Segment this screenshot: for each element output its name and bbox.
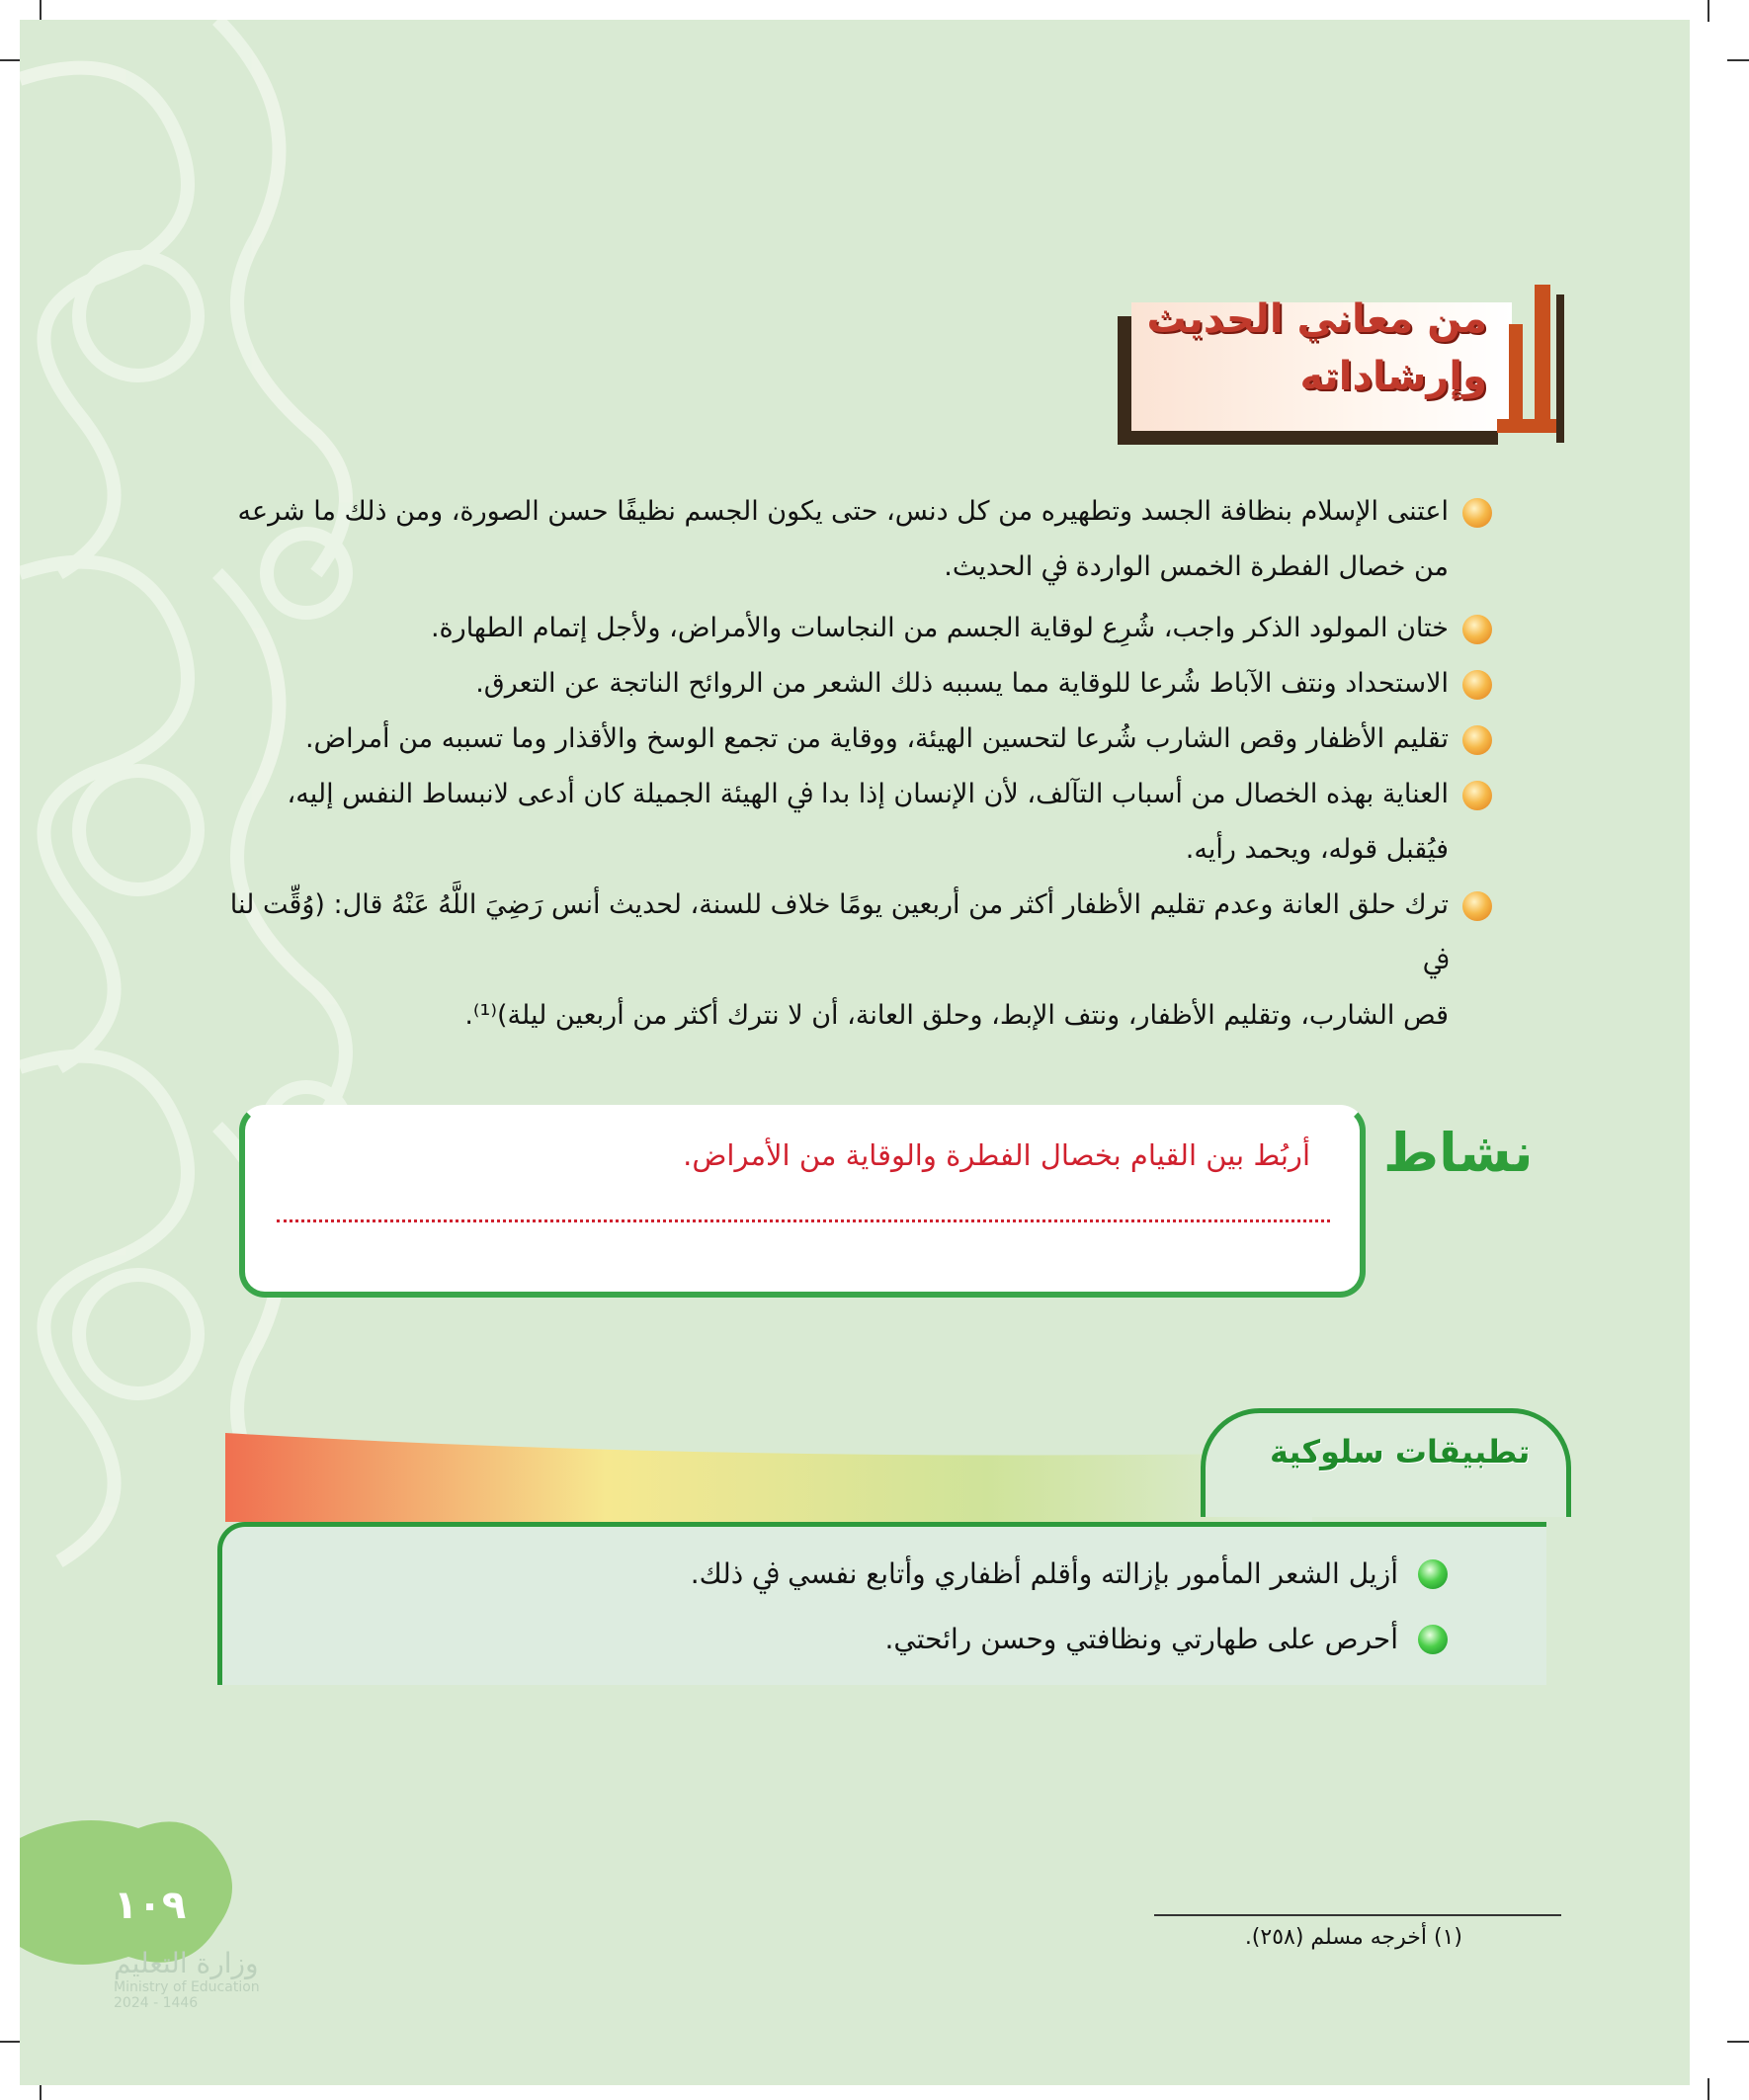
section-title-box <box>1112 285 1566 448</box>
arabesque-pattern <box>20 20 375 2085</box>
footnote: (١) أخرجه مسلم (٢٥٨). <box>1244 1925 1462 1950</box>
orange-bullet-icon <box>1462 670 1492 700</box>
green-bullet-icon <box>1418 1559 1448 1589</box>
list-item <box>459 1607 1448 1672</box>
behavior-title: تطبيقات سلوكية <box>1270 1433 1531 1470</box>
answer-line[interactable] <box>277 1219 1330 1222</box>
list-item-text: من خصال الفطرة الخمس الواردة ﰲ الحديث. <box>944 551 1449 582</box>
list-item-text: ختان المولود الذكر واجب، شُرِع لوقاية الجسم من النجاسات والأمراض، ولأجل إتمام الطهارة. <box>430 613 1449 643</box>
crop-mark <box>1707 2078 1709 2100</box>
list-item-text: تقليم الأظفار وقص الشارب شُرعا لتحسين الهيئة، ووقاية من تجمع الوسخ والأقذار وما تسببه من أمراض. <box>304 723 1449 754</box>
title-line-2: وإرشاداته <box>1299 354 1487 399</box>
ministry-name-ar: وزارة التعليم <box>114 1947 259 1979</box>
list-item-text: فيُقبل قوله، ويحمد رأيه. <box>1185 834 1449 865</box>
list-item-text: أزيل الشعر المأمور بإزالته وأقلم أظفاري وأتابع نفسي ﰲ ذلك. <box>690 1557 1398 1590</box>
orange-bullet-icon <box>1462 781 1492 810</box>
activity-label: نشاط <box>1383 1122 1534 1184</box>
crop-mark <box>1727 2041 1749 2043</box>
list-item-text: العناية بهذه الخصال من أسباب التآلف، لأن الإنسان إذا بدا ﰲ الهيئة الجميلة كان أدعى لانبساط النفس إليه، <box>287 779 1449 809</box>
orange-bullet-icon <box>1462 498 1492 528</box>
bullet-list <box>208 484 1492 1044</box>
list-item-text: اعتنى الإسلام بنظافة الجسد وتطهيره من كل دنس، حتى يكون الجسم نظيفًا حسن الصورة، ومن ذلك ما شرعه <box>237 496 1449 527</box>
kufic-ornament-icon <box>1497 285 1566 448</box>
list-item <box>459 1542 1448 1607</box>
behavior-list <box>459 1542 1448 1672</box>
list-item-text: أحرص على طهارتي ونظافتي وحسن رائحتي. <box>884 1623 1398 1655</box>
list-item-text: ترك حلق العانة وعدم تقليم الأظفار أكثر من أربعين يومًا خلاف للسنة، لحديث أنس رَضِيَ اللَّهُ عَنْهُ قال: (وُقِّت لنا ﰲ <box>229 889 1449 975</box>
list-item-text: الاستحداد ونتف الآباط شُرعا للوقاية مما يسببه ذلك الشعر من الروائح الناتجة عن التعرق. <box>475 668 1449 699</box>
ministry-year: 2024 - 1446 <box>114 1995 199 2011</box>
orange-bullet-icon <box>1462 615 1492 644</box>
ministry-watermark <box>114 1947 341 2011</box>
list-item <box>208 656 1492 712</box>
green-bullet-icon <box>1418 1625 1448 1654</box>
crop-mark <box>1727 59 1749 61</box>
crop-mark <box>1707 0 1709 22</box>
activity-prompt: أربُط بين القيام بخصال الفطرة والوقاية من الأمراض. <box>683 1138 1310 1172</box>
ministry-name-en: Ministry of Education <box>114 1979 260 1995</box>
orange-bullet-icon <box>1462 725 1492 755</box>
activity-answer-box[interactable] <box>239 1105 1366 1298</box>
crop-mark <box>0 2041 22 2043</box>
gradient-ribbon <box>225 1433 1312 1522</box>
list-item <box>208 767 1492 878</box>
textbook-page <box>20 20 1690 2085</box>
orange-bullet-icon <box>1462 891 1492 921</box>
crop-mark <box>40 0 42 22</box>
list-item <box>208 712 1492 767</box>
page-number: ١٠٩ <box>114 1883 187 1928</box>
list-item <box>208 484 1492 595</box>
list-item-text: قص الشارب، وتقليم الأظفار، ونتف الإبط، وحلق العانة، أن لا نترك أكثر من أربعين ليلة)⁽¹⁾. <box>464 1000 1449 1031</box>
title-line-1: من معاني الحديث <box>1146 296 1487 342</box>
list-item <box>208 878 1492 1044</box>
crop-mark <box>0 59 22 61</box>
footnote-divider <box>1154 1914 1561 1916</box>
list-item <box>208 601 1492 656</box>
